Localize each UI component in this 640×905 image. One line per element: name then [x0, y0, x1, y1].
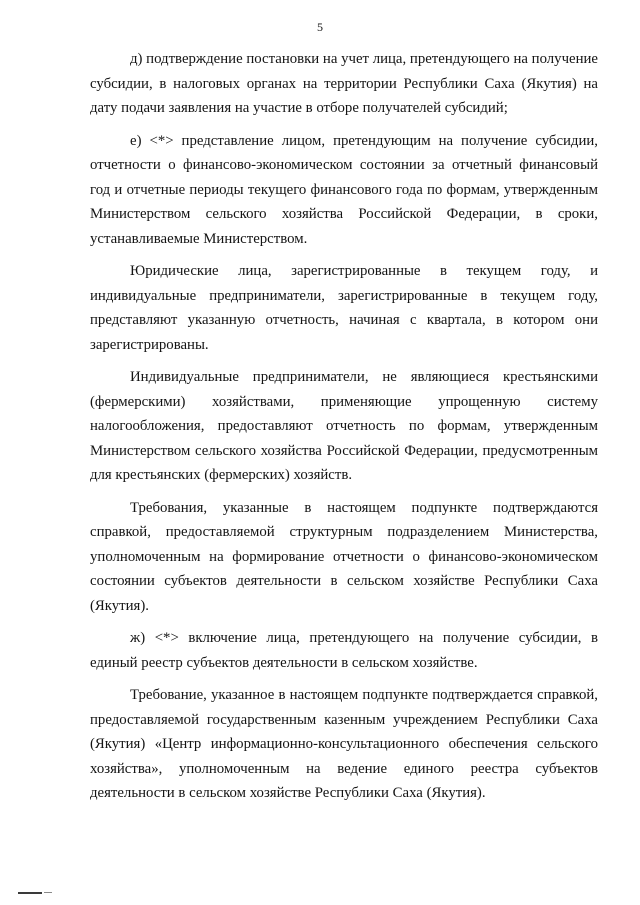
paragraph-subitem-d: д) подтверждение постановки на учет лица, претендующего на получение субсидии, в налоговых органах на территории Республики Саха (Якутия) на дату подачи заявления на участие в отборе получателей субсидий;: [90, 51, 598, 116]
paragraph-subitem-e: е) <*> представление лицом, претендующим на получение субсидии, отчетности о финансово-экономическом состоянии за отчетный финансовый год и отчетные периоды текущего финансового года по формам, утвержденным Министерством сельского хозяйства Российской Федерации, в сроки, устанавливаемые Министерством.: [90, 132, 598, 247]
paragraph-requirement-zh: Требование, указанное в настоящем подпункте подтверждается справкой, предоставляемой государственным казенным учреждением Республики Саха (Якутия) «Центр информационно-консультационного обеспечения сельского хозяйства», уполномоченным на ведение единого реестра субъектов деятельности в сельском хозяйстве Республики Саха (Якутия).: [90, 687, 598, 801]
paragraph-legal-entities: Юридические лица, зарегистрированные в текущем году, и индивидуальные предприниматели, зарегистрированные в текущем году, представляют указанную отчетность, начиная с квартала, в котором они зарегистрированы.: [90, 263, 598, 353]
page-number: 5: [317, 20, 323, 34]
document-body: [90, 47, 598, 806]
paragraph-subitem-zh: ж) <*> включение лица, претендующего на получение субсидии, в единый реестр субъектов деятельности в сельском хозяйстве.: [90, 630, 598, 671]
paragraph-requirements-e: Требования, указанные в настоящем подпункте подтверждаются справкой, предоставляемой структурным подразделением Министерства, уполномоченным на формирование отчетности о финансово-экономическом состоянии субъектов деятельности в сельском хозяйстве Республики Саха (Якутия).: [90, 499, 598, 614]
scan-mark: [18, 892, 42, 894]
paragraph-individual-entrepreneurs: Индивидуальные предприниматели, не являющиеся крестьянскими (фермерскими) хозяйствами, применяющие упрощенную систему налогообложения, предоставляют отчетность по формам, утвержденным Министерством сельского хозяйства Российской Федерации, предусмотренным для крестьянских (фермерских) хозяйств.: [90, 369, 598, 483]
